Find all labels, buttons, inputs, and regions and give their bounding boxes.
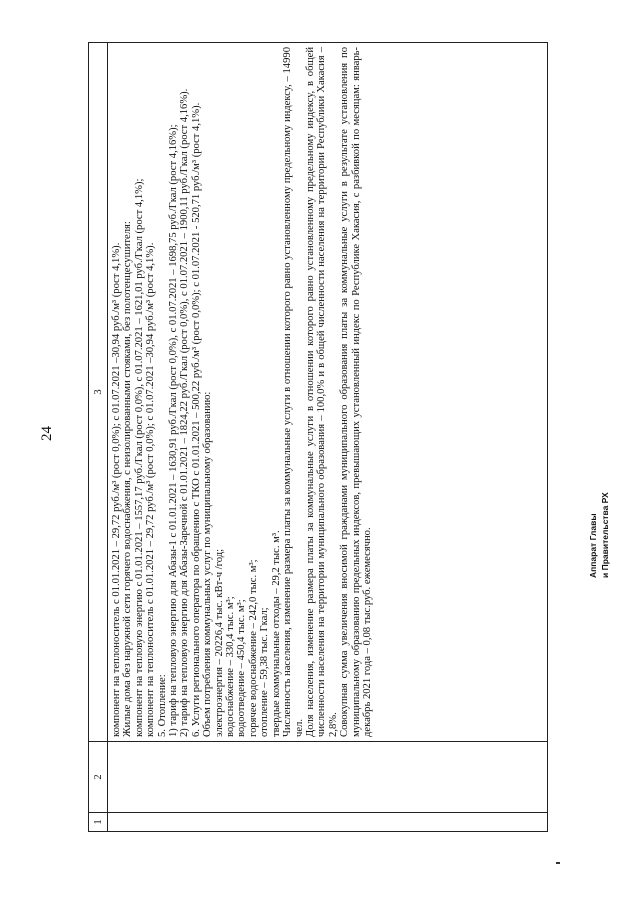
text-line: компонент на теплоноситель с 01.01.2021 – 29,72 руб./м³ (рост 0,0%); с 01.07.2021 –30,94 руб./м³ (рост 4,1%). bbox=[111, 242, 122, 737]
content-table bbox=[88, 42, 548, 832]
header-col-3: 3 bbox=[89, 43, 108, 742]
table-body-row bbox=[108, 43, 548, 832]
text-line: Объем потребления коммунальных услуг по муниципальному образованию: bbox=[202, 391, 214, 737]
content-table-wrapper bbox=[88, 42, 548, 832]
text-line: водоотведение – 450,4 тыс. м³; bbox=[236, 599, 248, 737]
body-col-2 bbox=[108, 742, 548, 813]
text-line: Жилые дома без наружной сети горячего водоснабжения, с неизолированными стояками, без полотенцесушителя: bbox=[122, 221, 134, 737]
text-line: электроэнергия – 20226,4 тыс. кВт-ч /год; bbox=[213, 548, 225, 737]
body-col-3 bbox=[108, 43, 548, 742]
text-line: отопление – 59,38 тыс. Гкал; bbox=[259, 607, 271, 737]
text-line: 2) тариф на тепловую энергию для Абазы-Заречной с 01.01.2021 – 1824,22 руб./Гкал (рост 0,0%), с 01.07.2021 – 1900,11 руб./Гкал (рост 4,16%). bbox=[179, 88, 191, 737]
header-col-2: 2 bbox=[89, 742, 108, 813]
text-line: водоснабжение – 330,4 тыс. м³; bbox=[225, 596, 237, 737]
text-line: твердые коммунальные отходы – 29,2 тыс. м³. bbox=[270, 530, 282, 737]
text-line: компонент на тепловую энергию с 01.01.2021 – 1557,17 руб./Гкал (рост 0,0%), с 01.07.2021 – 1621,01 руб./Гкал (рост 4,1%); bbox=[133, 178, 145, 737]
text-line: компонент на теплоноситель с 01.01.2021 – 29,72 руб./м³ (рост 0,0%); с 01.07.2021 –30,94 руб./м³ (рост 4,1%). bbox=[145, 242, 157, 737]
header-col-1: 1 bbox=[89, 813, 108, 832]
text-line: 5. Отопление: bbox=[156, 674, 168, 737]
text-line: Численность населения, изменение размера платы за коммунальные услуги в отношении которого равно установленному предельному индексу, – 14990 чел. bbox=[282, 47, 305, 737]
page-number: 24 bbox=[39, 426, 55, 441]
text-line: Совокупная сумма увеличения вносимой гражданами муниципального образования платы за коммунальные услуги в результате установления по муниципальному образованию предельных индексов, превышающих установленный индекс по Республике Хакасия, с разбивкой по месяцам: январь-декабрь 2021 года – 0,08 тыс.руб. ежемесячно. bbox=[339, 47, 373, 737]
body-col-1 bbox=[108, 813, 548, 832]
text-line: Доля населения, изменение размера платы за коммунальные услуги в отношении которого равно установленному предельному индексу, в общей численности населения на территории муниципального образования – 100,0% и в общей численности населения на территории Республики Хакасия – 2,8%. bbox=[304, 47, 339, 737]
stamp bbox=[588, 462, 610, 580]
text-line: горячее водоснабжение – 242,0 тыс. м³; bbox=[247, 559, 259, 737]
table-header-row bbox=[89, 43, 108, 832]
stamp-line-2: и Правительства РХ bbox=[600, 492, 610, 578]
text-line: 1) тариф на тепловую энергию для Абазы-1 с 01.01.2021 – 1630,91 руб./Гкал (рост 0,0%), с 01.07.2021 – 1698,75 руб./Гкал (рост 4,16%); bbox=[168, 124, 180, 737]
ink-mark bbox=[556, 862, 560, 864]
text-line: 6. Услуги регионального оператора по обращению с ТКО с 01.01.2021 – 500,22 руб./м³ (рост 0,0%); с 01.07.2021 - 520,71 руб./м³ (рост 4,1%). bbox=[190, 102, 202, 737]
stamp-line-1: Аппарат Главы bbox=[588, 513, 598, 578]
